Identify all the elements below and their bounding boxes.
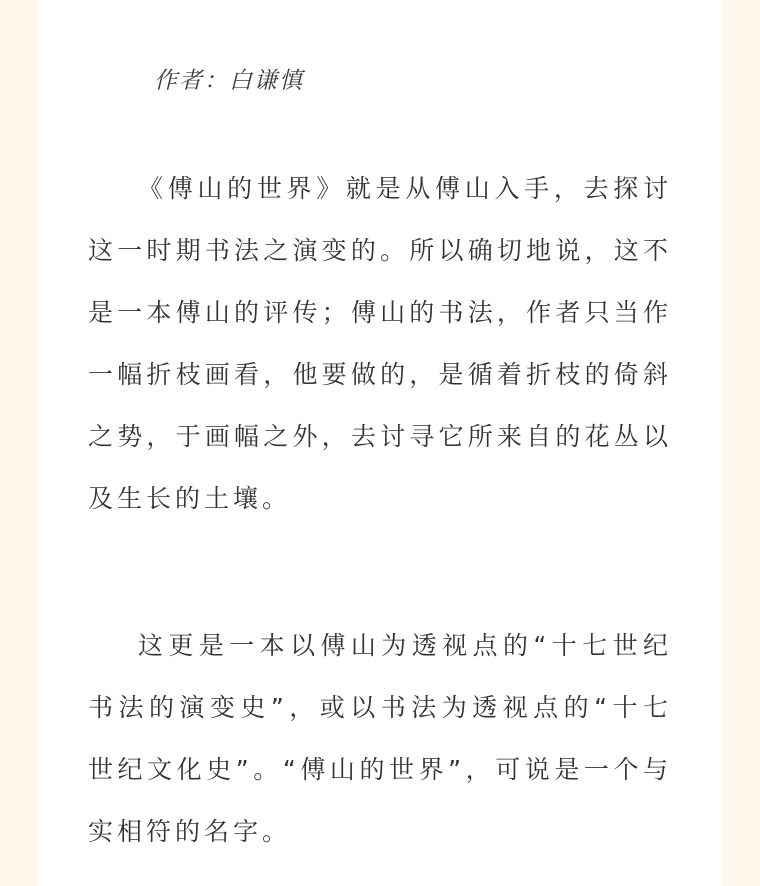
author-line: 作者：白谦慎 <box>154 68 304 94</box>
article-page <box>38 0 722 886</box>
paragraph-1: 《傅山的世界》就是从傅山入手，去探讨这一时期书法之演变的。所以确切地说，这不是一本傅山的评传；傅山的书法，作者只当作一幅折枝画看，他要做的，是循着折枝的倚斜之势，于画幅之外，去讨寻它所来自的花丛以及生长的土壤。 <box>88 174 672 513</box>
paragraph-2: 这更是一本以傅山为透视点的“十七世纪书法的演变史”，或以书法为透视点的“十七世纪文化史”。“傅山的世界”，可说是一个与实相符的名字。 <box>88 631 672 846</box>
